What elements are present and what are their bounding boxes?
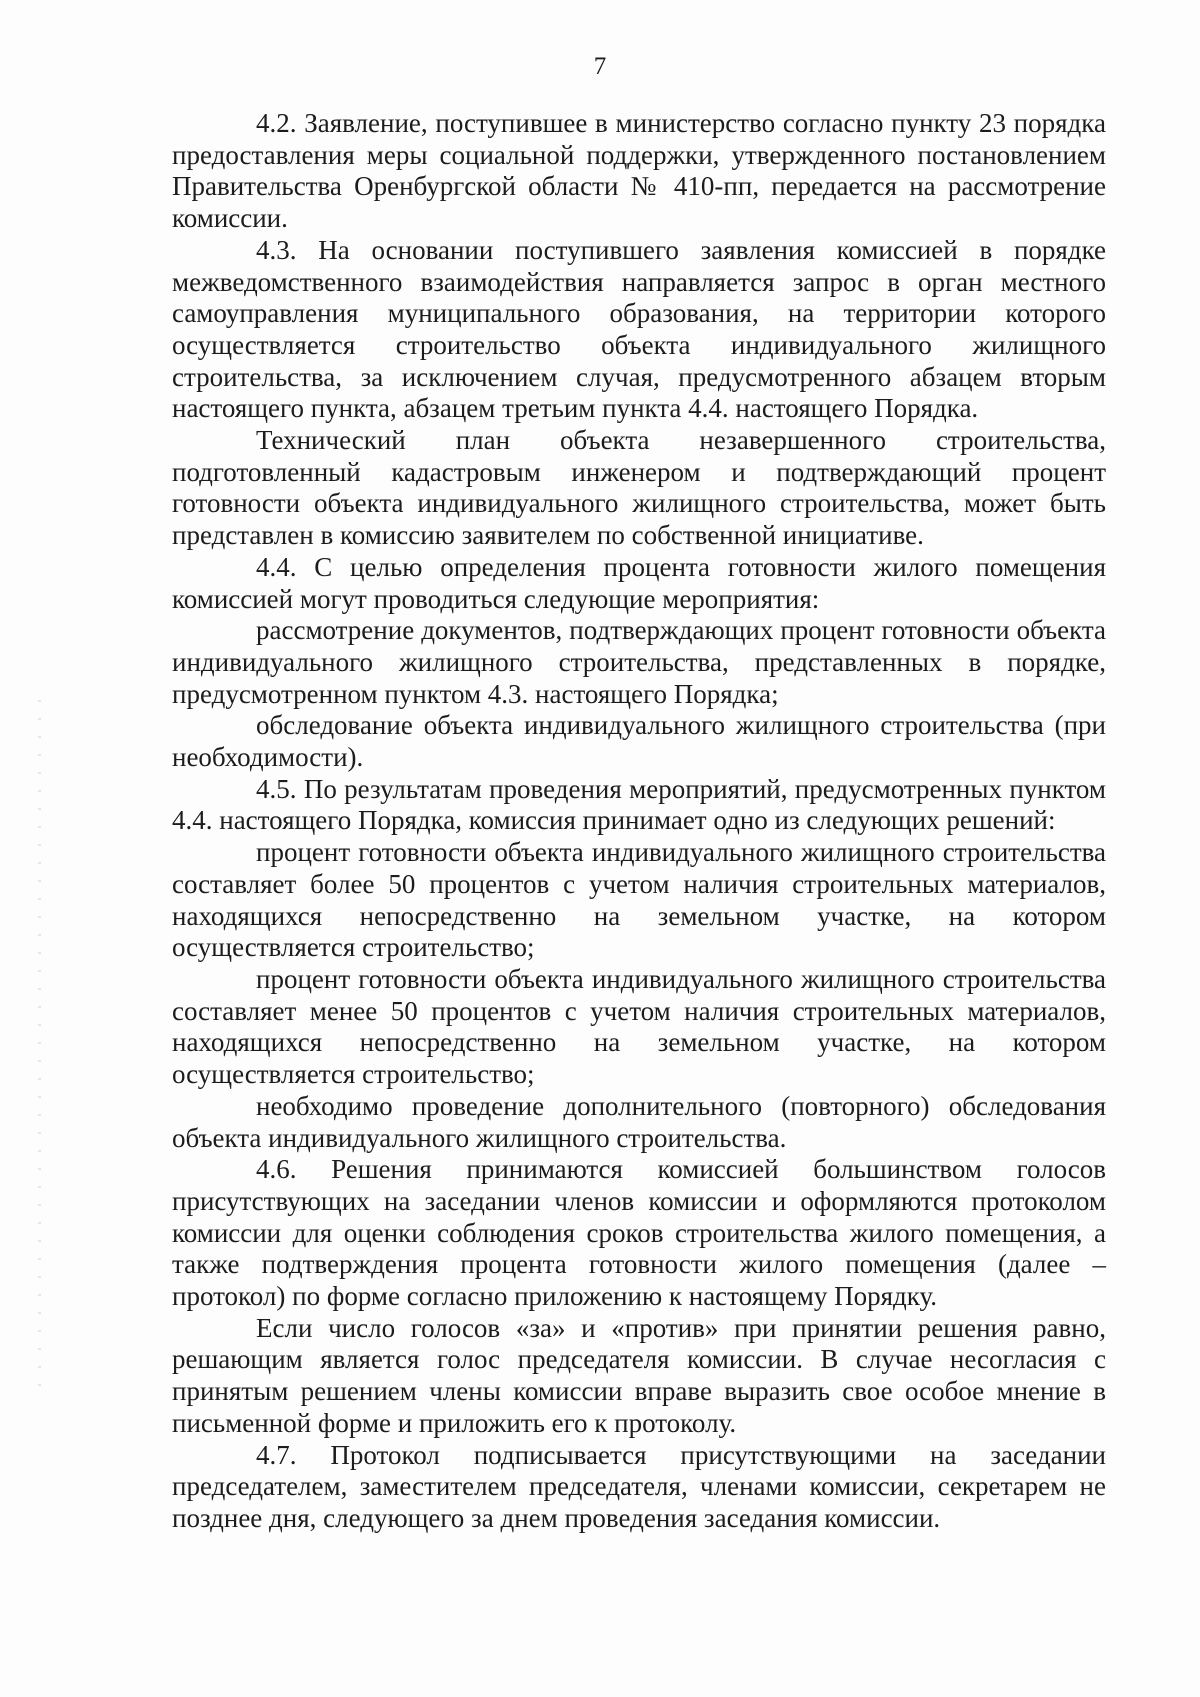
document-body	[172, 108, 1106, 1535]
list-item-decision-reinspection: необходимо проведение дополнительного (повторного) обследования объекта индивидуального жилищного строительства.	[172, 1090, 1106, 1153]
list-item-document-review: рассмотрение документов, подтверждающих процент готовности объекта индивидуального жилищного строительства, представленных в порядке, предусмотренном пунктом 4.3. настоящего Порядка;	[172, 615, 1106, 709]
list-item-decision-more-50: процент готовности объекта индивидуального жилищного строительства составляет более 50 процентов с учетом наличия строительных материалов, находящихся непосредственно на земельном участке, на котором осуществляется строительство;	[172, 837, 1106, 963]
paragraph-4-4: 4.4. С целью определения процента готовности жилого помещения комиссией могут проводиться следующие мероприятия:	[172, 551, 1106, 614]
paragraph-4-3: 4.3. На основании поступившего заявления комиссией в порядке межведомственного взаимодействия направляется запрос в орган местного самоуправления муниципального образования, на территории которого осуществляется строительство объекта индивидуального жилищного строительства, за исключением случая, предусмотренного абзацем вторым настоящего пункта, абзацем третьим пункта 4.4. настоящего Порядка.	[172, 234, 1106, 424]
paragraph-4-5: 4.5. По результатам проведения мероприятий, предусмотренных пунктом 4.4. настоящего Порядка, комиссия принимает одно из следующих решений:	[172, 773, 1106, 836]
list-item-decision-less-50: процент готовности объекта индивидуального жилищного строительства составляет менее 50 процентов с учетом наличия строительных материалов, находящихся непосредственно на земельном участке, на котором осуществляется строительство;	[172, 963, 1106, 1090]
scan-edge-marks	[38, 700, 41, 1400]
paragraph-technical-plan: Технический план объекта незавершенного строительства, подготовленный кадастровым инженером и подтверждающий процент готовности объекта индивидуального жилищного строительства, может быть представлен в комиссию заявителем по собственной инициативе.	[172, 425, 1106, 551]
paragraph-4-7: 4.7. Протокол подписывается присутствующими на заседании председателем, заместителем председателя, членами комиссии, секретарем не позднее дня, следующего за днем проведения заседания комиссии.	[172, 1439, 1106, 1533]
paragraph-tie-vote: Если число голосов «за» и «против» при принятии решения равно, решающим является голос председателя комиссии. В случае несогласия с принятым решением члены комиссии вправе выразить свое особое мнение в письменной форме и приложить его к протоколу.	[172, 1312, 1106, 1438]
page-number: 7	[593, 53, 607, 80]
paragraph-4-2: 4.2. Заявление, поступившее в министерство согласно пункту 23 порядка предоставления меры социальной поддержки, утвержденного постановлением Правительства Оренбургской области № 410-пп, передается на рассмотрение комиссии.	[172, 108, 1106, 234]
list-item-inspection: обследование объекта индивидуального жилищного строительства (при необходимости).	[172, 710, 1106, 773]
paragraph-4-6: 4.6. Решения принимаются комиссией большинством голосов присутствующих на заседании членов комиссии и оформляются протоколом комиссии для оценки соблюдения сроков строительства жилого помещения, а также подтверждения процента готовности жилого помещения (далее – протокол) по форме согласно приложению к настоящему Порядку.	[172, 1154, 1106, 1312]
